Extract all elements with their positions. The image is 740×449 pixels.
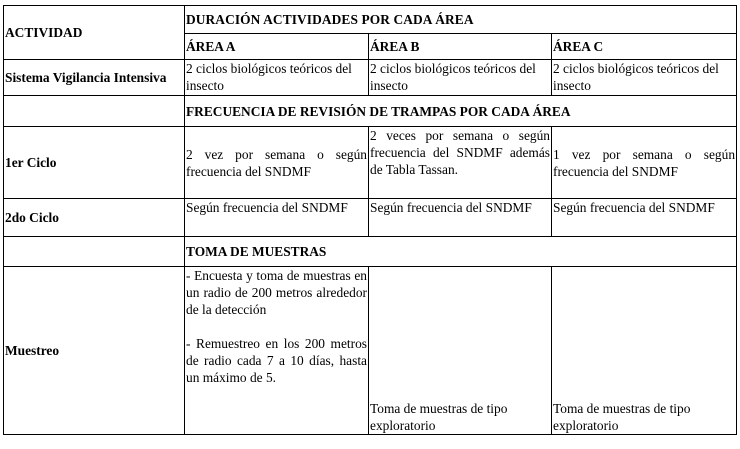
ciclo2-row <box>4 199 737 237</box>
ciclo1-area-c: 1 vez por semana o según frecuencia del SNDMF <box>552 127 737 199</box>
muestreo-area-a-item-1: - Encuesta y toma de muestras en un radio de 200 metros alrededor de la detección <box>186 268 367 317</box>
ciclo1-label: 1er Ciclo <box>4 127 185 199</box>
ciclo2-area-b: Según frecuencia del SNDMF <box>369 199 552 237</box>
ciclo1-row <box>4 127 737 199</box>
header-row-duration <box>4 6 737 34</box>
toma-title: TOMA DE MUESTRAS <box>185 237 737 267</box>
vigilancia-area-c: 2 ciclos biológicos teóricos del insecto <box>552 60 737 96</box>
vigilancia-row <box>4 60 737 96</box>
ciclo1-area-a: 2 vez por semana o según frecuencia del SNDMF <box>185 127 369 199</box>
muestreo-area-a <box>185 267 369 435</box>
muestreo-area-b: Toma de muestras de tipo exploratorio <box>369 267 552 435</box>
ciclo2-label: 2do Ciclo <box>4 199 185 237</box>
muestreo-label: Muestreo <box>4 267 185 435</box>
vigilancia-area-b: 2 ciclos biológicos teóricos del insecto <box>369 60 552 96</box>
muestreo-row <box>4 267 737 435</box>
vigilancia-label: Sistema Vigilancia Intensiva <box>4 60 185 96</box>
muestreo-area-a-item-2: - Remuestreo en los 200 metros de radio cada 7 a 10 días, hasta un máximo de 5. <box>186 336 367 385</box>
activities-table <box>3 5 737 435</box>
toma-title-row <box>4 237 737 267</box>
frecuencia-title: FRECUENCIA DE REVISIÓN DE TRAMPAS POR CADA ÁREA <box>185 96 737 127</box>
muestreo-area-a-spacer <box>186 318 367 335</box>
muestreo-area-c: Toma de muestras de tipo exploratorio <box>552 267 737 435</box>
frecuencia-title-row <box>4 96 737 127</box>
area-b-header: ÁREA B <box>369 34 552 60</box>
actividad-header: ACTIVIDAD <box>4 6 185 60</box>
ciclo2-area-a: Según frecuencia del SNDMF <box>185 199 369 237</box>
area-a-header: ÁREA A <box>185 34 369 60</box>
ciclo2-area-c: Según frecuencia del SNDMF <box>552 199 737 237</box>
ciclo1-area-b: 2 veces por semana o según frecuencia del SNDMF además de Tabla Tassan. <box>369 127 552 199</box>
area-c-header: ÁREA C <box>552 34 737 60</box>
vigilancia-area-a: 2 ciclos biológicos teóricos del insecto <box>185 60 369 96</box>
frecuencia-empty-cell <box>4 96 185 127</box>
toma-empty-cell <box>4 237 185 267</box>
duracion-header: DURACIÓN ACTIVIDADES POR CADA ÁREA <box>185 6 737 34</box>
